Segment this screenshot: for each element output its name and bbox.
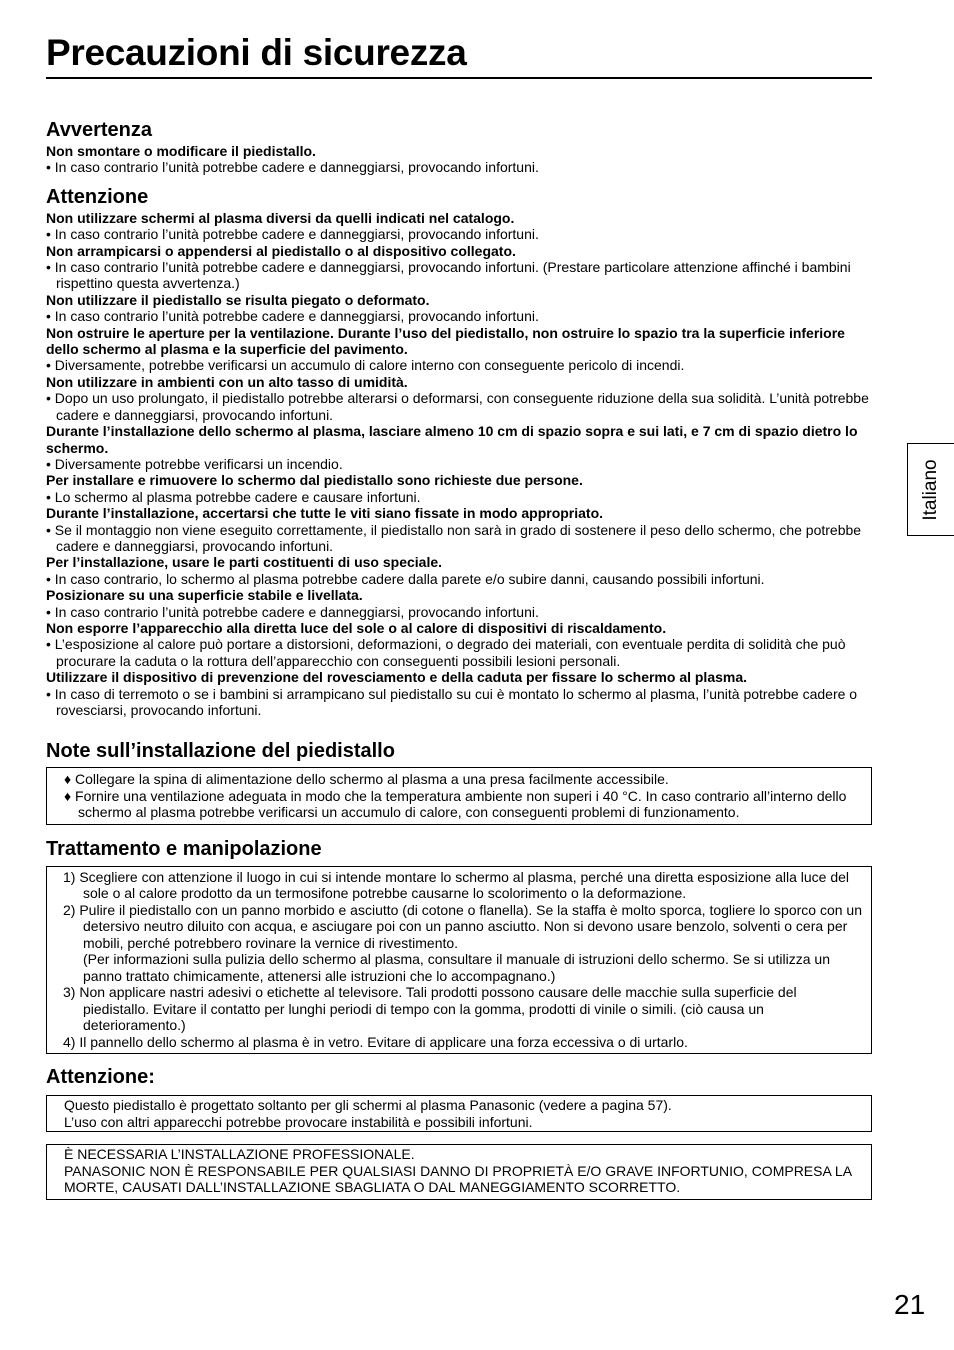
installation-notes-box: [46, 767, 872, 825]
caution-rule: Non utilizzare schermi al plasma diversi da quelli indicati nel catalogo.: [46, 209, 515, 226]
language-tab: [907, 443, 954, 536]
caution-consequence: • Dopo un uso prolungato, il piedistallo potrebbe alterarsi o deformarsi, con conseguente riduzione della sua solidità. L’unità potrebbe cadere e danneggiarsi, provocando infortuni.: [46, 390, 869, 423]
attenzione-panasonic-heading: Attenzione:: [46, 1066, 155, 1089]
warning-consequence: • In caso contrario l’unità potrebbe cadere e danneggiarsi, provocando infortuni.: [46, 159, 539, 176]
handling-box: [46, 866, 872, 1055]
handling-item: [63, 984, 863, 1034]
caution-consequence: • Diversamente, potrebbe verificarsi un accumulo di calore interno con conseguente pericolo di incendi.: [46, 357, 685, 374]
caution-consequence: • In caso contrario l’unità potrebbe cadere e danneggiarsi, provocando infortuni. (Prestare particolare attenzione affinché i bambini rispettino questa avvertenza.): [46, 259, 851, 292]
caution-item: [46, 620, 872, 669]
caution-item: [46, 374, 872, 423]
handling-item-text: 4) Il pannello dello schermo al plasma è in vetro. Evitare di applicare una forza eccessiva o di urtarlo.: [63, 1033, 688, 1050]
handling-section: [46, 836, 872, 1055]
attenzione-panasonic-line: L’uso con altri apparecchi potrebbe provocare instabilità e possibili infortuni.: [64, 1113, 533, 1130]
caution-rule: Per l’installazione, usare le parti costituenti di uso speciale.: [46, 554, 443, 571]
handling-item-note: (Per informazioni sulla pulizia dello schermo al plasma, consultare il manuale di istruzioni dello schermo. Se si utilizza un panno trattato chimicamente, attenersi alle istruzioni che lo accompagnano.): [83, 951, 831, 984]
caution-item: [46, 292, 872, 325]
caution-consequence: • Lo schermo al plasma potrebbe cadere e causare infortuni.: [46, 488, 421, 505]
caution-consequence: • L’esposizione al calore può portare a distorsioni, deformazioni, o degrado dei materiali, con eventuale perdita di solidità che può procurare la caduta o la rottura dell’apparecchio con conseguenti possibili lesioni personali.: [46, 636, 846, 669]
caution-rule: Posizionare su una superficie stabile e livellata.: [46, 587, 363, 604]
attenzione-panasonic-section: [46, 1064, 872, 1132]
caution-rule: Non utilizzare in ambienti con un alto tasso di umidità.: [46, 373, 408, 390]
caution-consequence: • In caso contrario l’unità potrebbe cadere e danneggiarsi, provocando infortuni.: [46, 226, 539, 243]
caution-consequence: • In caso contrario l’unità potrebbe cadere e danneggiarsi, provocando infortuni.: [46, 308, 539, 325]
caution-item: [46, 243, 872, 292]
caution-consequence: • In caso di terremoto o se i bambini si arrampicano sul piedistallo su cui è montato lo schermo al plasma, l’unità potrebbe cadere o rovesciarsi, provocando infortuni.: [46, 685, 858, 718]
attenzione-panasonic-line: Questo piedistallo è progettato soltanto per gli schermi al plasma Panasonic (vedere a pagina 57).: [64, 1097, 672, 1114]
professional-installation-line: È NECESSARIA L’INSTALLAZIONE PROFESSIONALE.: [64, 1146, 415, 1163]
caution-rule: Non utilizzare il piedistallo se risulta piegato o deformato.: [46, 291, 430, 308]
caution-item: [46, 325, 872, 374]
professional-installation-box: [46, 1144, 872, 1200]
professional-installation-line: PANASONIC NON È RESPONSABILE PER QUALSIASI DANNO DI PROPRIETÀ E/O GRAVE INFORTUNIO, COMPRESA LA MORTE, CAUSATI DALL’INSTALLAZIONE SBAGLIATA O DAL MANEGGIAMENTO SCORRETTO.: [64, 1162, 852, 1196]
attenzione-section: [46, 184, 872, 719]
handling-heading: Trattamento e manipolazione: [46, 837, 322, 860]
caution-item: [46, 669, 872, 718]
handling-item-text: 2) Pulire il piedistallo con un panno morbido e asciutto (di cotone o flanella). Se la staffa è molto sporca, togliere lo sporco con un detersivo neutro diluito con acqua, e asciugare poi con un panno asciutto. Non si devono usare benzolo, solventi o cera per mobili, perché potrebbero rovinare la vernice di rivestimento.: [63, 901, 862, 951]
page-title: Precauzioni di sicurezza: [46, 30, 872, 79]
caution-rule: Per installare e rimuovere lo schermo dal piedistallo sono richieste due persone.: [46, 472, 583, 489]
handling-item-text: 3) Non applicare nastri adesivi o etichette al televisore. Tali prodotti possono causare delle macchie sulla superficie del piedistallo. Evitare il contatto per lunghi periodi di tempo con la gomma, prodotti di vinile o simili. (ciò causa un deterioramento.): [63, 984, 797, 1034]
handling-item: [63, 1034, 863, 1051]
caution-rule: Non arrampicarsi o appendersi al piedistallo o al dispositivo collegato.: [46, 242, 516, 259]
language-tab-label: Italiano: [920, 458, 941, 521]
installation-notes-heading: Note sull’installazione del piedistallo: [46, 740, 395, 763]
caution-rule: Durante l’installazione, accertarsi che tutte le viti siano fissate in modo appropriato.: [46, 505, 604, 522]
main-content: [46, 117, 872, 1200]
handling-item: [63, 902, 863, 985]
page-number: 21: [894, 1289, 926, 1320]
caution-item: [46, 554, 872, 587]
attenzione-panasonic-box: [46, 1095, 872, 1132]
caution-item: [46, 587, 872, 620]
caution-item: [46, 210, 872, 243]
caution-rule: Non ostruire le aperture per la ventilazione. Durante l’uso del piedistallo, non ostruire lo spazio tra la superficie inferiore dello schermo al plasma e la superficie del pavimento.: [46, 324, 845, 358]
installation-note: ♦ Collegare la spina di alimentazione dello schermo al plasma a una presa facilmente accessibile.: [64, 771, 669, 788]
installation-notes-section: [46, 738, 872, 825]
warning-rule: Non smontare o modificare il piedistallo.: [46, 143, 316, 159]
avvertenza-section: [46, 117, 872, 176]
caution-rule: Non esporre l’apparecchio alla diretta luce del sole o al calore di dispositivi di riscaldamento.: [46, 619, 667, 636]
avvertenza-item: [46, 143, 872, 176]
attenzione-heading: Attenzione: [46, 185, 149, 208]
handling-item: [63, 869, 863, 902]
caution-item: [46, 505, 872, 554]
handling-item-text: 1) Scegliere con attenzione il luogo in cui si intende montare lo schermo al plasma, perché una diretta esposizione alla luce del sole o al calore prodotto da un termosifone potrebbe causarne lo scolorimento o la deformazione.: [63, 868, 850, 902]
caution-item: [46, 423, 872, 472]
caution-item: [46, 472, 872, 505]
caution-consequence: • Se il montaggio non viene eseguito correttamente, il piedistallo non sarà in grado di sostenere il peso dello schermo, che potrebbe cadere e danneggiarsi, provocando infortuni.: [46, 521, 862, 554]
caution-rule: Utilizzare il dispositivo di prevenzione del rovesciamento e della caduta per fissare lo schermo al plasma.: [46, 669, 748, 686]
caution-consequence: • Diversamente potrebbe verificarsi un incendio.: [46, 455, 343, 472]
installation-note: ♦ Fornire una ventilazione adeguata in modo che la temperatura ambiente non superi i 40 °C. In caso contrario all’interno dello schermo al plasma potrebbe verificarsi un accumulo di calore, con conseguenti problemi di funzionamento.: [64, 787, 847, 821]
caution-rule: Durante l’installazione dello schermo al plasma, lasciare almeno 10 cm di spazio sopra e sui lati, e 7 cm di spazio dietro lo schermo.: [46, 423, 858, 456]
caution-consequence: • In caso contrario l’unità potrebbe cadere e danneggiarsi, provocando infortuni.: [46, 603, 539, 620]
avvertenza-heading: Avvertenza: [46, 119, 152, 141]
caution-consequence: • In caso contrario, lo schermo al plasma potrebbe cadere dalla parete e/o subire danni, causando possibili infortuni.: [46, 570, 765, 587]
